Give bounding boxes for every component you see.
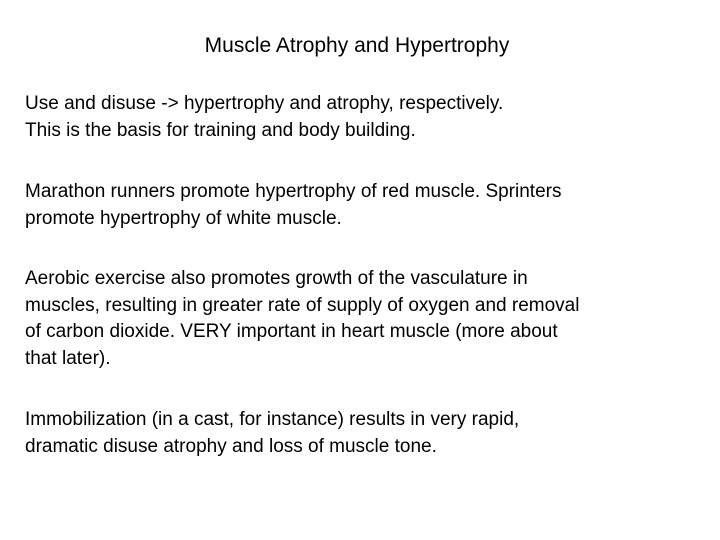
paragraph-runners [25, 179, 695, 232]
text-line: of carbon dioxide. VERY important in heart muscle (more about [25, 321, 558, 342]
text-line: promote hypertrophy of white muscle. [25, 207, 342, 229]
text-line: dramatic disuse atrophy and loss of muscle tone. [25, 435, 437, 457]
paragraph-aerobic-exercise [25, 266, 695, 372]
text-line: This is the basis for training and body building. [25, 119, 416, 141]
text-line: Aerobic exercise also promotes growth of the vasculature in [25, 268, 528, 289]
text-line: Marathon runners promote hypertrophy of red muscle. Sprinters [25, 181, 562, 202]
paragraph-immobilization [25, 407, 695, 460]
paragraph-use-disuse [25, 91, 695, 144]
text-line: that later). [25, 347, 111, 369]
text-line: Use and disuse -> hypertrophy and atrophy, respectively. [25, 93, 504, 114]
text-line: Immobilization (in a cast, for instance) results in very rapid, [25, 409, 520, 430]
text-line: muscles, resulting in greater rate of supply of oxygen and removal [25, 294, 580, 316]
slide-title: Muscle Atrophy and Hypertrophy [204, 34, 510, 57]
